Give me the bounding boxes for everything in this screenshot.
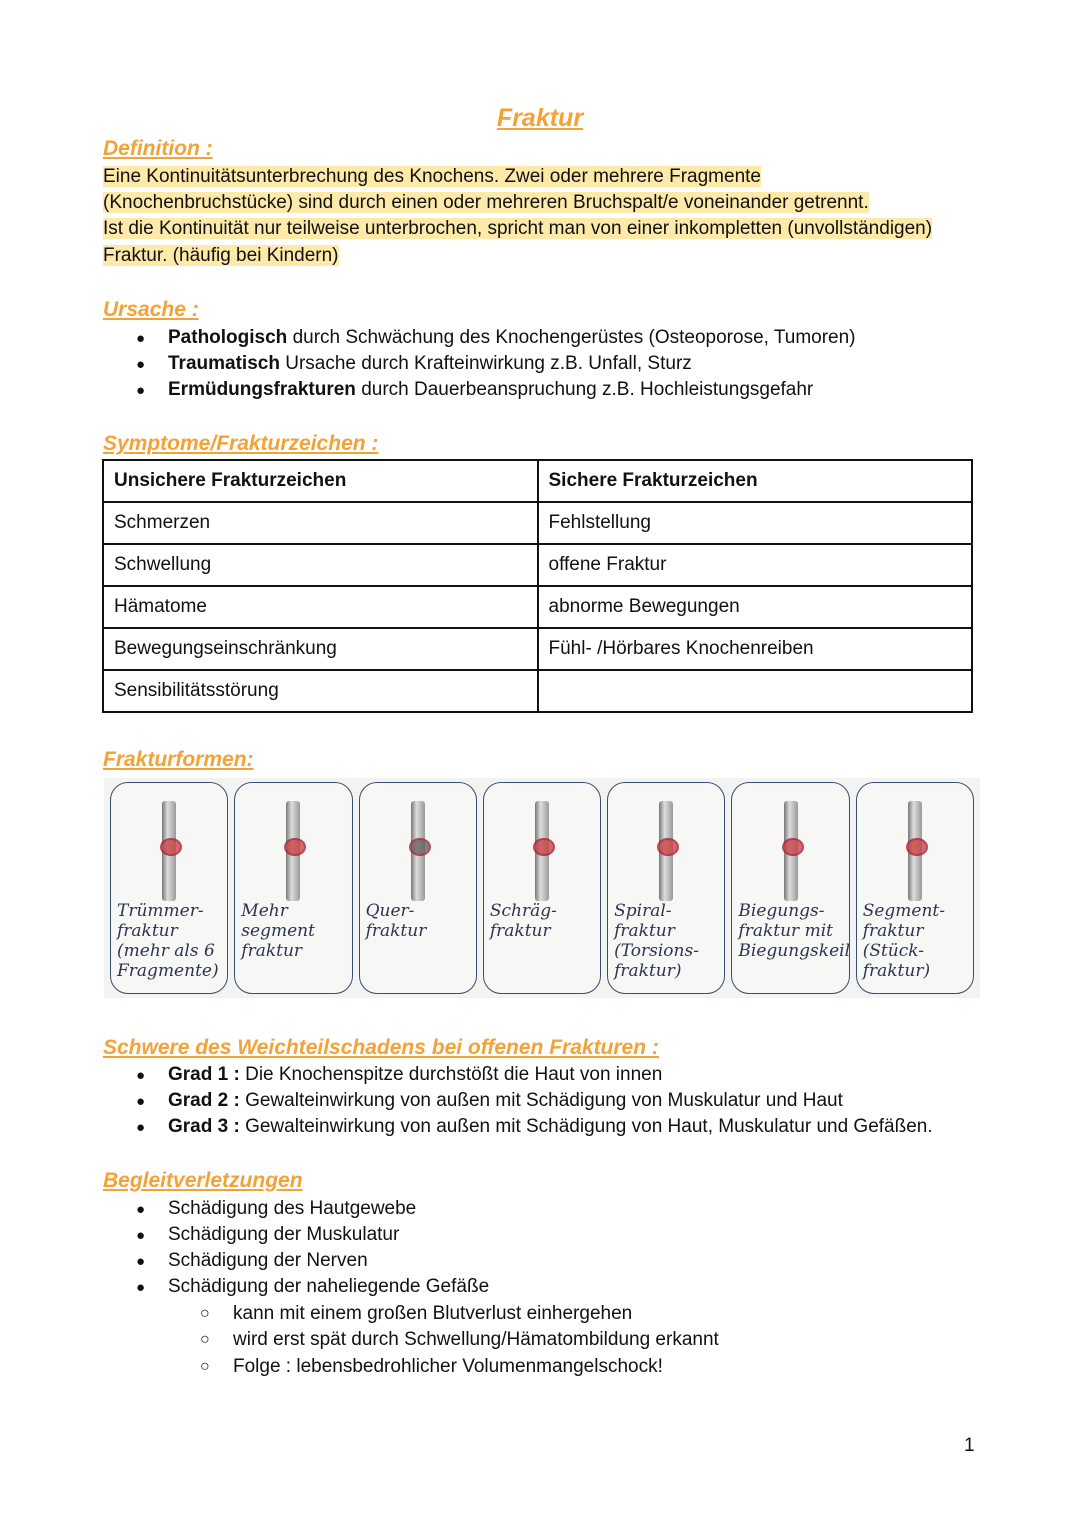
fracture-card: Trümmer-fraktur (mehr als 6 Fragmente) bbox=[110, 782, 228, 994]
fracture-card: Mehr segment fraktur bbox=[234, 782, 352, 994]
page-number: 1 bbox=[964, 1435, 975, 1456]
list-item: ● Ermüdungsfrakturen durch Dauerbeanspruchung z.B. Hochleistungsgefahr bbox=[138, 379, 813, 401]
definition-line: Ist die Kontinuität nur teilweise unterbrochen, spricht man von einer inkompletten (unvollständigen) bbox=[103, 218, 933, 239]
definition-line: Fraktur. (häufig bei Kindern) bbox=[103, 245, 339, 266]
begleit-heading: Begleitverletzungen bbox=[103, 1169, 303, 1192]
sub-list-item: ○ wird erst spät durch Schwellung/Hämatombildung erkannt bbox=[200, 1329, 719, 1351]
definition-heading: Definition : bbox=[103, 137, 213, 160]
fracture-card: Spiral-fraktur (Torsions-fraktur) bbox=[607, 782, 725, 994]
fracture-card: Quer-fraktur bbox=[359, 782, 477, 994]
table-row: Schmerzen Fehlstellung bbox=[103, 502, 972, 544]
table-header-row bbox=[103, 460, 972, 502]
symptome-heading: Symptome/Frakturzeichen : bbox=[103, 432, 379, 455]
fracture-card: Segment-fraktur (Stück-fraktur) bbox=[856, 782, 974, 994]
fracture-card: Biegungs-fraktur mit Biegungskeil bbox=[731, 782, 849, 994]
page-title: Fraktur bbox=[496, 104, 584, 132]
column-header: Sichere Frakturzeichen bbox=[538, 460, 973, 502]
table-row: Schwellung offene Fraktur bbox=[103, 544, 972, 586]
sub-list-item: ○ Folge : lebensbedrohlicher Volumenmangelschock! bbox=[200, 1356, 663, 1378]
fracture-card: Schräg-fraktur bbox=[483, 782, 601, 994]
fracture-signs-table bbox=[102, 459, 973, 713]
list-item: ● Grad 3 : Gewalteinwirkung von außen mit Schädigung von Haut, Muskulatur und Gefäßen. bbox=[138, 1116, 933, 1138]
list-item: ● Schädigung des Hautgewebe bbox=[138, 1198, 416, 1220]
definition-line: Eine Kontinuitätsunterbrechung des Knochens. Zwei oder mehrere Fragmente bbox=[103, 166, 761, 187]
column-header: Unsichere Frakturzeichen bbox=[103, 460, 538, 502]
table-row: Sensibilitätsstörung bbox=[103, 670, 972, 712]
list-item: ● Schädigung der Muskulatur bbox=[138, 1224, 399, 1246]
ursache-heading: Ursache : bbox=[103, 298, 199, 321]
list-item: ● Grad 1 : Die Knochenspitze durchstößt die Haut von innen bbox=[138, 1064, 662, 1086]
list-item: ● Schädigung der naheliegende Gefäße bbox=[138, 1276, 489, 1298]
list-item: ● Traumatisch Ursache durch Krafteinwirkung z.B. Unfall, Sturz bbox=[138, 353, 692, 375]
schwere-heading: Schwere des Weichteilschadens bei offenen Frakturen : bbox=[103, 1036, 659, 1059]
table-row: Bewegungseinschränkung Fühl- /Hörbares Knochenreiben bbox=[103, 628, 972, 670]
list-item: ● Schädigung der Nerven bbox=[138, 1250, 368, 1272]
definition-line: (Knochenbruchstücke) sind durch einen oder mehreren Bruchspalt/e voneinander getrennt. bbox=[103, 192, 869, 213]
sub-list-item: ○ kann mit einem großen Blutverlust einhergehen bbox=[200, 1303, 632, 1325]
frakturformen-heading: Frakturformen: bbox=[103, 748, 254, 771]
list-item: ● Pathologisch durch Schwächung des Knochengerüstes (Osteoporose, Tumoren) bbox=[138, 327, 856, 349]
list-item: ● Grad 2 : Gewalteinwirkung von außen mit Schädigung von Muskulatur und Haut bbox=[138, 1090, 843, 1112]
table-row: Hämatome abnorme Bewegungen bbox=[103, 586, 972, 628]
fracture-types-image bbox=[104, 778, 980, 998]
